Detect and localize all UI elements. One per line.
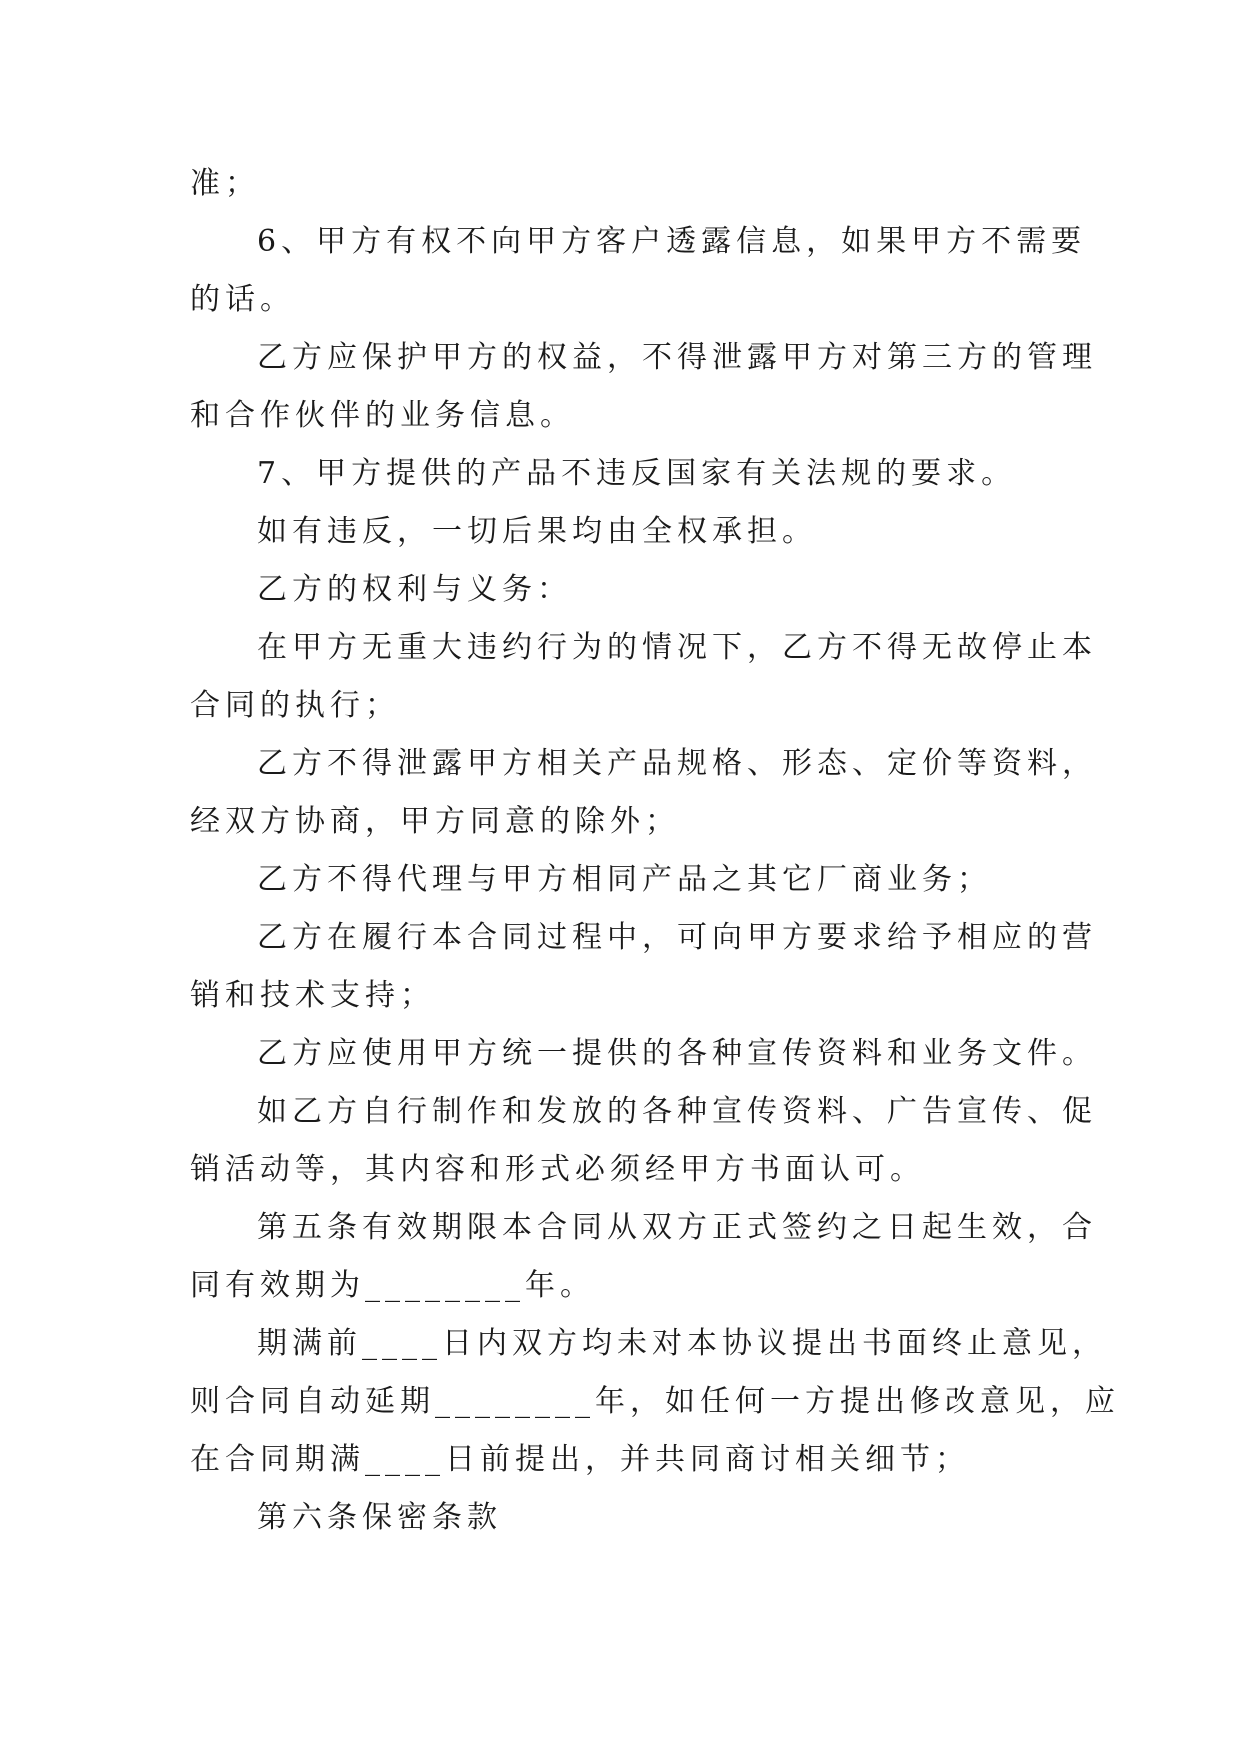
text-line: 如乙方自行制作和发放的各种宣传资料、广告宣传、促 xyxy=(257,1094,1097,1129)
text-line: 在甲方无重大违约行为的情况下，乙方不得无故停止本 xyxy=(257,630,1097,665)
text-line: 乙方的权利与义务： xyxy=(257,572,572,607)
text-line: 合同的执行； xyxy=(190,688,400,723)
text-line: 同有效期为________年。 xyxy=(190,1268,595,1303)
text-line: 销和技术支持； xyxy=(190,978,435,1013)
text-line: 第五条有效期限本合同从双方正式签约之日起生效，合 xyxy=(257,1210,1097,1245)
text-line: 销活动等，其内容和形式必须经甲方书面认可。 xyxy=(190,1152,925,1187)
text-line: 经双方协商，甲方同意的除外； xyxy=(190,804,680,839)
text-line: 的话。 xyxy=(190,282,295,317)
text-line: 在合同期满____日前提出，并共同商讨相关细节； xyxy=(190,1442,970,1477)
text-line: 乙方不得代理与甲方相同产品之其它厂商业务； xyxy=(257,862,992,897)
text-line: 乙方不得泄露甲方相关产品规格、形态、定价等资料， xyxy=(257,746,1097,781)
text-line: 乙方应保护甲方的权益，不得泄露甲方对第三方的管理 xyxy=(257,340,1097,375)
text-line: 准； xyxy=(190,166,260,201)
text-line: 如有违反，一切后果均由全权承担。 xyxy=(257,514,817,549)
text-line: 和合作伙伴的业务信息。 xyxy=(190,398,575,433)
text-line: 第六条保密条款 xyxy=(257,1500,502,1535)
text-line: 则合同自动延期________年，如任何一方提出修改意见，应 xyxy=(190,1384,1120,1419)
text-line: 期满前____日内双方均未对本协议提出书面终止意见， xyxy=(257,1326,1107,1361)
text-line: 乙方应使用甲方统一提供的各种宣传资料和业务文件。 xyxy=(257,1036,1097,1071)
text-line: 6、甲方有权不向甲方客户透露信息，如果甲方不需要 xyxy=(257,224,1087,259)
text-line: 乙方在履行本合同过程中，可向甲方要求给予相应的营 xyxy=(257,920,1097,955)
text-line: 7、甲方提供的产品不违反国家有关法规的要求。 xyxy=(257,456,1017,491)
